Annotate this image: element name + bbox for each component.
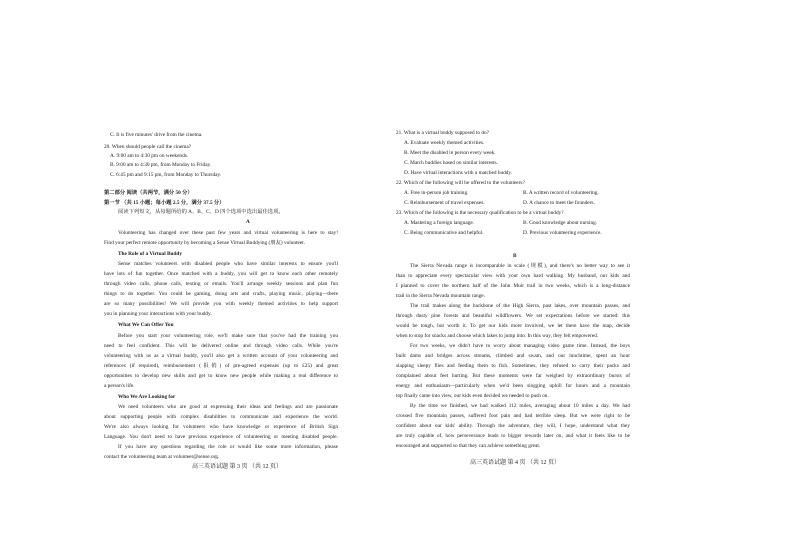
left-text-line: you in planning your interactions with your buddy. xyxy=(104,311,212,317)
right-text-line: 22. Which of the following will be offered to the volunteers? xyxy=(396,180,525,186)
right-text-line: when to stop for snacks and choose which lakes to jump into. In this way, they felt empowered. xyxy=(396,333,599,339)
left-text-line: The Role of a Virtual Buddy xyxy=(118,251,183,257)
left-text-line: Language. You don't need to have previous experience of volunteering or meeting disabled people. xyxy=(104,434,338,440)
right-text-line: D. A chance to meet the founders. xyxy=(523,200,595,206)
right-text-line: The Sierra Nevada range is incomparable in scale (规模), and there's no better way to see it xyxy=(410,263,630,269)
left-text-line: We're also always looking for volunteers who have knowledge or experience of British Sign xyxy=(104,424,338,430)
right-text-line: built dams and bridges across streams, climbed and swam, and our lunchtime, spent an hour xyxy=(396,353,630,359)
left-text-line: A. 9:00 am to 4:30 pm on weekends. xyxy=(110,153,189,159)
right-text-line: complained about feet hurting. But these moments were far weighed by extraordinary bursts of xyxy=(396,373,630,379)
right-text-line: C. Being communicative and helpful. xyxy=(404,230,484,236)
left-text-line: What We Can Offer You xyxy=(118,322,174,328)
left-text-line: C. It is five minutes' drive from the cinema. xyxy=(110,132,203,138)
left-text-line: Sense matches volunteers with disabled people who have similar interests to ensure you'll xyxy=(118,261,338,267)
left-text-line: volunteering with us as a virtual buddy, you'll also get a written account of your volunteering and xyxy=(104,353,338,359)
left-text-line: things to do together. You could be gaming, doing arts and crafts, playing music, playing—there xyxy=(104,291,338,297)
left-text-line: are so many possibilities! We will provide you with weekly themed activities to help support xyxy=(104,301,338,307)
right-text-line: through dusty pine forests and beautiful wildflowers. We set expectations before we started: this xyxy=(396,313,630,319)
left-text-line: A xyxy=(246,219,250,225)
left-text-line: through video calls, phone calls, texting or emails. You'll arrange weekly sessions and plan fun xyxy=(104,281,338,287)
left-text-line: Volunteering has changed over these past few years and virtual volunteering is here to stay! xyxy=(118,230,338,236)
left-text-line: about supporting people with complex disabilities to communicate and experience the world. xyxy=(104,414,338,420)
left-text-line: opportunities to develop new skills and get to know new people while making a real difference to xyxy=(104,373,338,379)
left-text-line: Before you start your volunteering role, we'll make sure that you've had the training you xyxy=(118,333,338,339)
left-text-line: We need volunteers who are good at expressing their ideas and feelings and are passionate xyxy=(118,404,338,410)
right-text-line: A. Free in-person job training. xyxy=(404,190,469,196)
right-text-line: A. Mastering a foreign language. xyxy=(404,220,475,226)
right-text-line: D. Have virtual interactions with a matched buddy. xyxy=(404,170,513,176)
right-text-line: For two weeks, we didn't have to worry about managing video game time. Instead, the boys xyxy=(410,343,630,349)
right-text-line: By the time we finished, we had walked 112 miles, averaging about 10 miles a day. We had xyxy=(410,403,630,409)
right-text-line: B xyxy=(513,253,517,259)
right-text-line: than to appreciate every spectacular view with your own hard walking. My husband, our kids and xyxy=(396,273,630,279)
right-text-line: C. Match buddies based on similar interests. xyxy=(404,160,498,166)
right-text-line: encouraged and supported so that they can achieve something great. xyxy=(396,443,541,449)
right-text-line: 23. Which of the following is the necessary qualification to be a virtual buddy? xyxy=(396,210,564,216)
right-text-line: are truly capable of, how perseverance leads to bigger rewards later on, and what it feels like to be xyxy=(396,433,630,439)
left-text-line: C. 6:45 pm and 9:15 pm, from Monday to Thursday. xyxy=(110,172,222,178)
left-text-line: a person's life. xyxy=(104,383,135,389)
right-text-line: slapping sleepy flies and feeding them to fish. Sometimes, they refused to carry their packs and xyxy=(396,363,630,369)
right-text-line: energy and enthusiasm—particularly when we'd been slogging uphill for hours and a mountain xyxy=(396,383,630,389)
right-text-line: 21. What is a virtual buddy supposed to do? xyxy=(396,130,490,136)
right-text-line: crossed five mountain passes, suffered foot pain and had terrible sleep. But we were right to be xyxy=(396,413,630,419)
left-text-line: 阅读下列短文，从每题所给的 A、B、C、D 四个选项中选出最佳选项。 xyxy=(118,209,284,215)
right-text-line: C. Reimbursement of travel expenses. xyxy=(404,200,485,206)
left-text-line: need to feel confident. This will be delivered online and through video calls. While you're xyxy=(104,343,338,349)
right-text-line: would be tough, but worth it. To get our kids more involved, we let them have the map, decide xyxy=(396,323,630,329)
right-text-line: top finally came into view, our kids even decided we needed to push on. xyxy=(396,393,549,399)
right-text-line: trail in the Sierra Nevada mountain range. xyxy=(396,293,485,299)
left-text-line: Who We Are Looking for xyxy=(118,394,176,400)
left-page-footer: 高三英语试题 第 3 页 （共 12 页） xyxy=(192,464,283,470)
left-text-line: If you have any questions regarding the role or would like some more information, please xyxy=(118,444,338,450)
left-text-line: B. 9:00 am to 4:30 pm, from Monday to Friday. xyxy=(110,162,212,168)
left-text-line: contact the volunteering team at volunteer@sense.org. xyxy=(104,454,220,460)
left-text-line: have lots of fun together. Once matched with a buddy, you will get to know each other remotely xyxy=(104,271,338,277)
right-text-line: B. Meet the disabled in person every week. xyxy=(404,150,496,156)
right-text-line: D. Previous volunteering experience. xyxy=(523,230,602,236)
right-text-line: B. Good knowledge about nursing. xyxy=(523,220,598,226)
right-text-line: I planned to cover the northern half of the John Muir trail in two weeks, which is a long-distance xyxy=(396,283,630,289)
right-text-line: The trail makes along the backbone of the High Sierra, past lakes, over mountain passes, and xyxy=(410,303,630,309)
right-page-footer: 高三英语试题 第 4 页 （共 12 页） xyxy=(470,460,561,466)
right-text-line: A. Evaluate weekly themed activities. xyxy=(404,140,485,146)
right-text-line: confident about our kids' ability. Through the adventure, they will, I hope, understand what they xyxy=(396,423,630,429)
left-text-line: references (if required), reimbursement (报销) of pre-agreed expenses (up to £25) and great xyxy=(104,363,338,369)
right-text-line: B. A written record of volunteering. xyxy=(523,190,599,196)
left-text-line: 第二部分 阅读（共两节，满分 50 分） xyxy=(104,190,193,196)
left-text-line: Find your perfect remote opportunity by becoming a Sense Virtual Buddying (朋友) volunteer. xyxy=(104,240,305,246)
left-text-line: 第一节 （共 15 小题；每小题 2.5 分，满分 37.5 分） xyxy=(104,200,225,206)
left-text-line: 20. When should people call the cinema? xyxy=(104,144,192,150)
